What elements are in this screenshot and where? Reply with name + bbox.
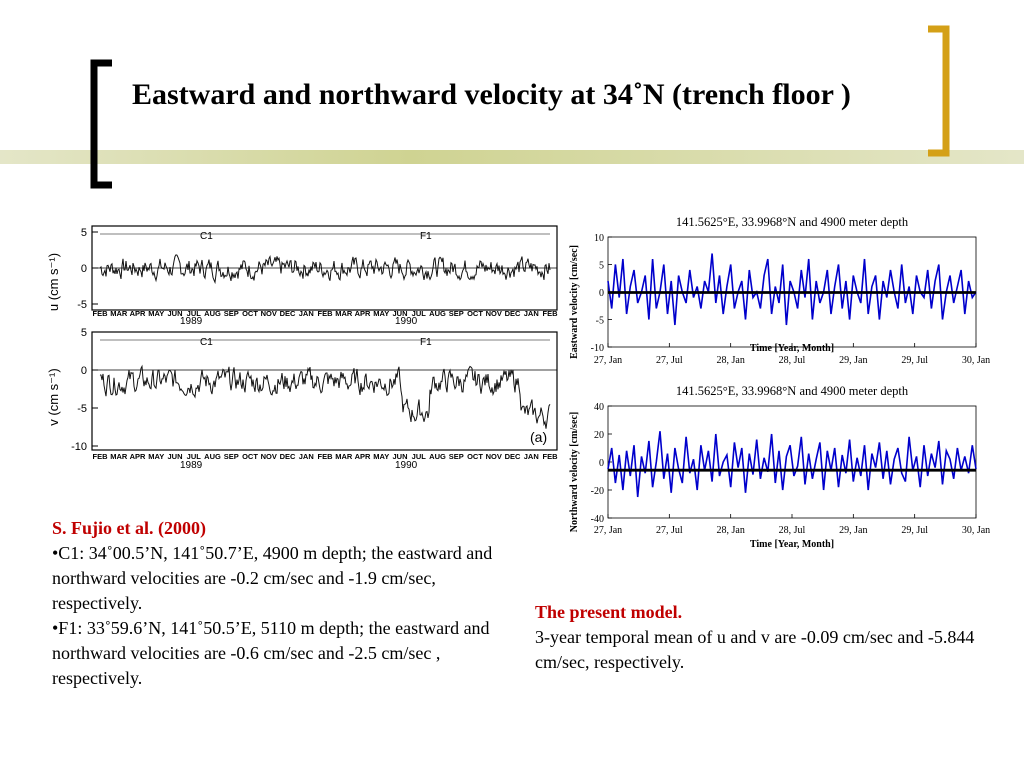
north-xtick-label: 29, Jul <box>901 525 929 536</box>
east-ytick-label: -10 <box>590 343 604 354</box>
v-year-1990: 1990 <box>395 460 418 471</box>
accent-bar <box>0 150 1024 164</box>
month-label: SEP <box>223 309 239 318</box>
north-xtick-label: 27, Jan <box>593 525 623 536</box>
month-label: JUL <box>411 309 426 318</box>
east-xtick-label: 29, Jan <box>839 355 868 366</box>
month-label: JUN <box>167 452 183 461</box>
month-label: MAY <box>148 452 165 461</box>
month-label: APR <box>129 309 146 318</box>
left-bracket <box>88 60 118 188</box>
month-label: FEB <box>317 309 333 318</box>
east-xtick-label: 27, Jul <box>655 355 683 366</box>
eastward-velocity-chart <box>566 212 1006 366</box>
month-label: AUG <box>429 452 446 461</box>
u-label-f1: F1 <box>420 231 432 242</box>
u-panel <box>46 226 558 327</box>
month-label: NOV <box>260 309 277 318</box>
u-axis-label: u (cm s⁻¹) <box>46 252 61 312</box>
month-label: JAN <box>523 309 539 318</box>
month-label: MAR <box>110 452 128 461</box>
month-label: DEC <box>279 309 296 318</box>
east-ytick-label: -5 <box>595 315 604 327</box>
north-chart-title: 141.5625°E, 33.9968°N and 4900 meter depth <box>675 384 909 398</box>
u-ytick-label: -5 <box>77 299 87 311</box>
month-label: AUG <box>204 452 221 461</box>
east-ytick-label: 0 <box>599 288 604 299</box>
east-velocity-series <box>608 254 976 326</box>
citation-f1: •F1: 33˚59.6’N, 141˚50.5’E, 5110 m depth; the eastward and northward velocities are -0.6 cm/sec and -2.5 cm/sec , respectively. <box>52 618 490 688</box>
month-label: FEB <box>542 452 558 461</box>
v-label-c1: C1 <box>200 337 213 348</box>
slide-title: Eastward and northward velocity at 34˚N (trench floor ) <box>132 78 851 111</box>
month-label: JUN <box>392 309 408 318</box>
east-xtick-label: 29, Jul <box>901 355 929 366</box>
v-ytick-label: -10 <box>71 441 87 453</box>
month-label: NOV <box>260 452 277 461</box>
month-label: SEP <box>223 452 239 461</box>
v-year-1989: 1989 <box>180 460 203 471</box>
east-chart-title: 141.5625°E, 33.9968°N and 4900 meter depth <box>675 215 909 229</box>
month-label: FEB <box>317 452 333 461</box>
east-y-axis-label: Eastward velocity [cm/sec] <box>569 245 580 359</box>
north-xtick-label: 28, Jul <box>778 525 806 536</box>
present-model-block <box>535 600 1005 675</box>
month-label: APR <box>354 309 371 318</box>
east-ytick-label: 5 <box>599 260 604 272</box>
north-ytick-label: -20 <box>590 486 604 497</box>
east-xtick-label: 27, Jan <box>593 355 623 366</box>
month-label: MAR <box>335 452 353 461</box>
citation-heading: S. Fujio et al. (2000) <box>52 518 206 538</box>
month-label: JAN <box>298 309 314 318</box>
v-panel <box>46 327 558 471</box>
north-xtick-label: 27, Jul <box>655 525 683 536</box>
u-ytick-label: 0 <box>80 263 87 275</box>
north-ytick-label: 0 <box>599 458 604 469</box>
v-axis-label: v (cm s⁻¹) <box>46 368 61 426</box>
right-bracket <box>922 26 952 156</box>
v-ytick-label: 5 <box>80 327 87 339</box>
north-xtick-label: 29, Jan <box>839 525 868 536</box>
month-label: MAY <box>373 309 390 318</box>
month-label: MAY <box>373 452 390 461</box>
north-ytick-label: 20 <box>594 430 604 441</box>
month-label: APR <box>129 452 146 461</box>
month-label: OCT <box>242 452 258 461</box>
u-label-c1: C1 <box>200 231 213 242</box>
north-xtick-label: 28, Jan <box>716 525 745 536</box>
month-label: MAY <box>148 309 165 318</box>
citation-c1: •C1: 34˚00.5’N, 141˚50.7’E, 4900 m depth; the eastward and northward velocities are -0.2 cm/sec and -1.9 cm/sec, respectively. <box>52 543 493 613</box>
month-label: FEB <box>542 309 558 318</box>
east-xtick-label: 28, Jul <box>778 355 806 366</box>
north-ytick-label: -40 <box>590 514 604 525</box>
month-label: JUN <box>167 309 183 318</box>
north-velocity-series <box>608 431 976 497</box>
month-label: DEC <box>504 452 521 461</box>
month-label: DEC <box>279 452 296 461</box>
east-xtick-label: 30, Jan <box>961 355 991 366</box>
model-description: 3-year temporal mean of u and v are -0.09 cm/sec and -5.844 cm/sec, respectively. <box>535 627 975 672</box>
east-x-axis-label: Time [Year, Month] <box>749 343 835 354</box>
month-label: FEB <box>92 309 108 318</box>
north-ytick-label: 40 <box>594 402 604 413</box>
month-label: JUL <box>411 452 426 461</box>
north-xtick-label: 30, Jan <box>961 525 991 536</box>
month-label: SEP <box>448 452 464 461</box>
u-year-1989: 1989 <box>180 316 203 327</box>
month-label: JAN <box>523 452 539 461</box>
v-panel-frame <box>92 332 557 450</box>
fujio-velocity-figure <box>40 212 560 474</box>
east-xtick-label: 28, Jan <box>716 355 745 366</box>
month-label: AUG <box>429 309 446 318</box>
northward-velocity-chart <box>566 381 1006 553</box>
month-label: SEP <box>448 309 464 318</box>
month-label: MAR <box>335 309 353 318</box>
north-x-axis-label: Time [Year, Month] <box>749 539 835 550</box>
v-observed-series <box>100 366 550 428</box>
v-label-f1: F1 <box>420 337 432 348</box>
v-panel-tag: (a) <box>530 429 548 445</box>
v-ytick-label: 0 <box>80 365 87 377</box>
month-label: OCT <box>242 309 258 318</box>
month-label: OCT <box>467 452 483 461</box>
month-label: MAR <box>110 309 128 318</box>
month-label: AUG <box>204 309 221 318</box>
north-y-axis-label: Northward velocity [cm/sec] <box>569 411 580 533</box>
v-ytick-label: -5 <box>77 403 87 415</box>
month-label: FEB <box>92 452 108 461</box>
month-label: JUL <box>186 309 201 318</box>
east-ytick-label: 10 <box>594 233 604 244</box>
u-observed-series <box>100 255 550 282</box>
month-label: JAN <box>298 452 314 461</box>
fujio-citation-block <box>52 516 522 691</box>
month-label: NOV <box>485 452 502 461</box>
month-label: JUN <box>392 452 408 461</box>
month-label: JUL <box>186 452 201 461</box>
month-label: NOV <box>485 309 502 318</box>
u-ytick-label: 5 <box>80 227 87 239</box>
month-label: APR <box>354 452 371 461</box>
model-heading: The present model. <box>535 602 683 622</box>
month-label: OCT <box>467 309 483 318</box>
u-year-1990: 1990 <box>395 316 418 327</box>
month-label: DEC <box>504 309 521 318</box>
